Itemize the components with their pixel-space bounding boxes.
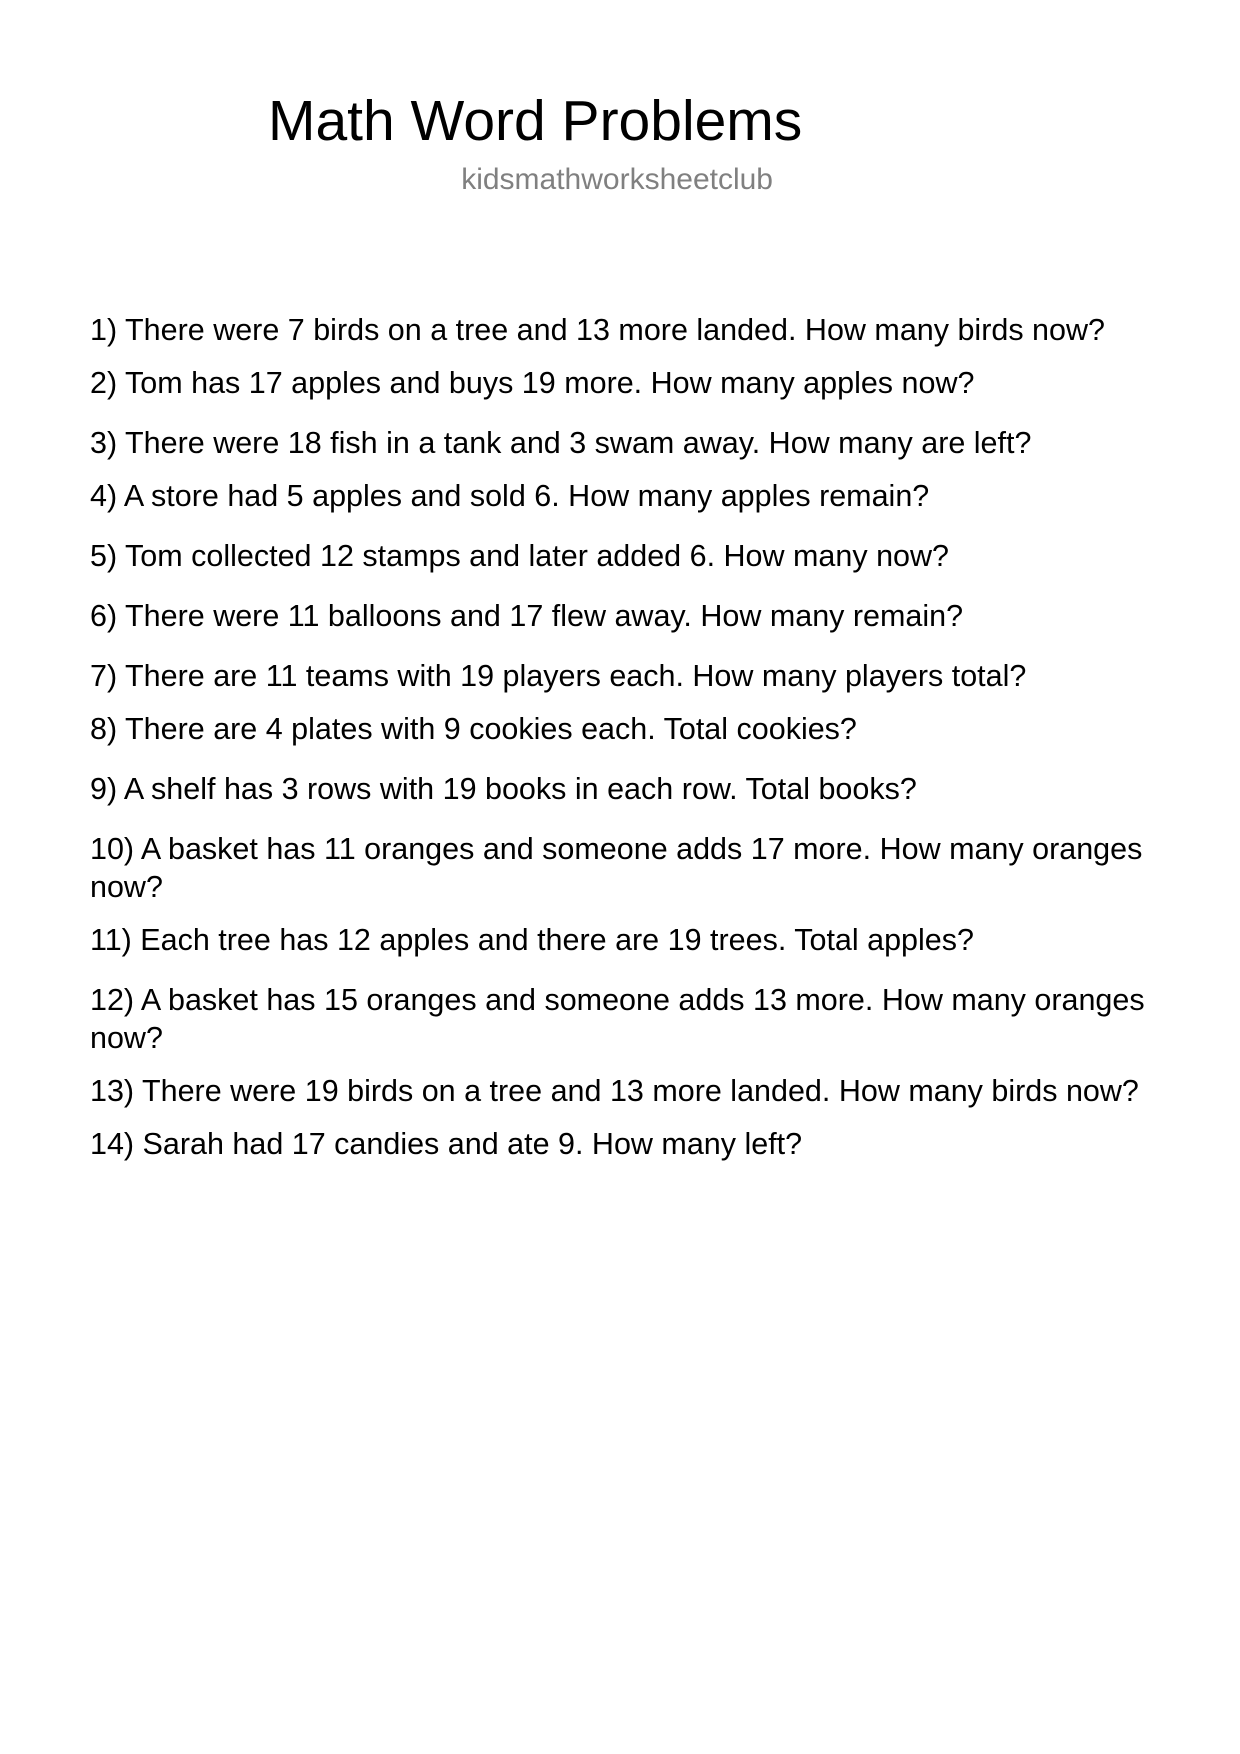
page-subtitle: kidsmathworksheetclub xyxy=(461,163,773,196)
problem-item: 11) Each tree has 12 apples and there are 19 trees. Total apples? xyxy=(90,923,974,957)
problem-item: 2) Tom has 17 apples and buys 19 more. How many apples now? xyxy=(90,366,975,400)
problem-item: 5) Tom collected 12 stamps and later added 6. How many now? xyxy=(90,539,949,573)
problem-item: 7) There are 11 teams with 19 players each. How many players total? xyxy=(90,659,1027,693)
page-title: Math Word Problems xyxy=(268,89,803,153)
problem-item: 4) A store had 5 apples and sold 6. How many apples remain? xyxy=(90,479,930,513)
problem-item: 6) There were 11 balloons and 17 flew away. How many remain? xyxy=(90,599,964,633)
problem-item: 1) There were 7 birds on a tree and 13 more landed. How many birds now? xyxy=(90,313,1105,347)
problem-item: 13) There were 19 birds on a tree and 13 more landed. How many birds now? xyxy=(90,1074,1139,1108)
problem-item: 10) A basket has 11 oranges and someone adds 17 more. How many oranges now? xyxy=(90,832,1143,904)
problem-item: 8) There are 4 plates with 9 cookies each. Total cookies? xyxy=(90,712,857,746)
problem-list xyxy=(90,311,1150,1178)
problem-item: 9) A shelf has 3 rows with 19 books in each row. Total books? xyxy=(90,772,917,806)
problem-item: 12) A basket has 15 oranges and someone adds 13 more. How many oranges now? xyxy=(90,983,1145,1055)
problem-item: 3) There were 18 fish in a tank and 3 swam away. How many are left? xyxy=(90,426,1032,460)
problem-item: 14) Sarah had 17 candies and ate 9. How many left? xyxy=(90,1127,803,1161)
